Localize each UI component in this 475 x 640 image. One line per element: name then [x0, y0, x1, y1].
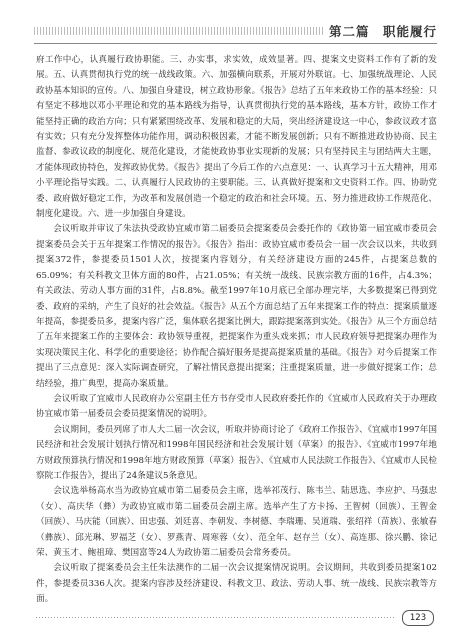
paragraph: 府工作中心，认真履行政协职能。三、办实事，求实效，成效显著。四、提案文史资料工作有了新的发展。五、认真贯彻执行党的统一战线政策。六、加强横向联系，开展对外联谊。七、加强统战理论、人民政协基本知识的宣传。八、加强自身建设，树立政协形象。《报告》总结了五年来政协工作的基本经验：只有坚定不移地以邓小平理论和党的基本路线为指导，认真贯彻执行党的基本路线，基本方针，政协工作才能坚持正确的政治方向；只有紧紧围绕改革、发展和稳定的大局，突出经济建设这一中心，参政议政才富有实效；只有充分发挥整体功能作用，调动积极因素，才能不断发展创新；只有不断推进政协协商、民主监督、参政议政的制度化、规范化建设，才能使政协事业实现新的发展；只有坚持民主与团结两大主题，才能体现政协特色，发挥政协优势。《报告》提出了今后工作的六点意见：一、认真学习十五大精神，用邓小平理论指导实践。二、认真履行人民政协的主要职能。三、认真做好提案和文史资料工作。四、协助党委、政府做好稳定工作，为改革和发展创造一个稳定的政治和社会环境。五、努力推进政协工作规范化、制度化建设。六、进一步加强自身建设。 — [36, 55, 437, 220]
page-number: 123 — [402, 610, 434, 626]
paragraph: 会议听取并审议了朱法执受政协宜威市第二届委员会提案委员会委托作的《政协第一届宜威市委员会提案委员会关于五年提案工作情况的报告》。《报告》指出：政协宜威市委员会一届一次会议以来，共收到提案372件，参提委员1501人次，按提案内容划分，有关经济建设方面的245件，占提案总数的65.09%；有关科教文卫体方面的80件，占21.05%；有关统一战线、民族宗教方面的16件，占4.3%；有关政法、劳动人事方面的31件，占8.8%。截至1997年10月底已全部办理完毕，大多数提案已得到党委、政府的采纳，产生了良好的社会效益。《报告》从五个方面总结了五年来提案工作的特点：提案质量逐年提高，参提委员多，提案内容广泛，集体联名提案比例大，跟踪提案落到实处。《报告》从三个方面总结了五年来提案工作的主要体会：政协领导重视，把提案作为重头戏来抓；市人民政府领导把提案办理作为实现决策民主化、科学化的重要途径；协作配合搞好服务是提高提案质量的基础。《报告》对今后提案工作提出了三点意见：深入实际调查研究，了解社情民意提出提案；注重提案质量，进一步做好提案工作；总结经验，推广典型，提高办案质量。 — [36, 224, 437, 389]
paragraph: 会议选举杨高水当为政协宜威市第二届委员会主席，选举祁茂行、陈韦兰、陆思选、李应护、马强忠（女）、高庆华（彝）为政协宜威市第二届委员会副主席。选举产生了方卡扬、王智树（回族）、王智金（回族）、马庆能（回族）、田忠强、刘廷喜、李朝发、李树德、李瑞珊、吴道瑞、张绍祥（苗族）、张敏春（彝族）、邱光琳、罗福芝（女）、罗燕青、周寒蓉（女）、范全年、赵存兰（女）、高连那、徐兴鹏、徐记荣、黄玉才、鲍祖璋、樊国富等24人为政协第二届委员会常务委员。 — [36, 486, 437, 558]
header-decorative-stripe — [34, 27, 324, 35]
footer-rule — [36, 617, 396, 618]
paragraph: 会议听取了提案委员会主任朱法澳作的二届一次会议提案情况说明。会议期间，共收到委员提案102件，参提委员336人次。提案内容涉及经济建设、科教文卫、政法、劳动人事、统一战线、民族宗教等方面。 — [36, 563, 437, 605]
paragraph: 会议期间，委员列席了市人大二届一次会议，听取并协商讨论了《政府工作报告》、《宜威市1997年国民经济和社会发展计划执行情况和1998年国民经济和社会发展计划（草案）的报告》、《宜威市1997年地方财政预算执行情况和1998年地方财政预算（草案）报告》、《宜威市人民法院工作报告》、《宜威市人民检察院工作报告》，提出了24条建议5条意见。 — [36, 424, 437, 481]
running-header — [34, 22, 437, 44]
header-rule — [34, 43, 437, 44]
paragraph: 会议听取了宜威市人民政府办公室副主任方书存受市人民政府委托作的《宜威市人民政府关于办理政协宜威市第一届委员会委员提案情况的说明》。 — [36, 393, 437, 420]
section-title: 第二篇 职能履行 — [328, 24, 437, 39]
body-text — [36, 53, 437, 605]
